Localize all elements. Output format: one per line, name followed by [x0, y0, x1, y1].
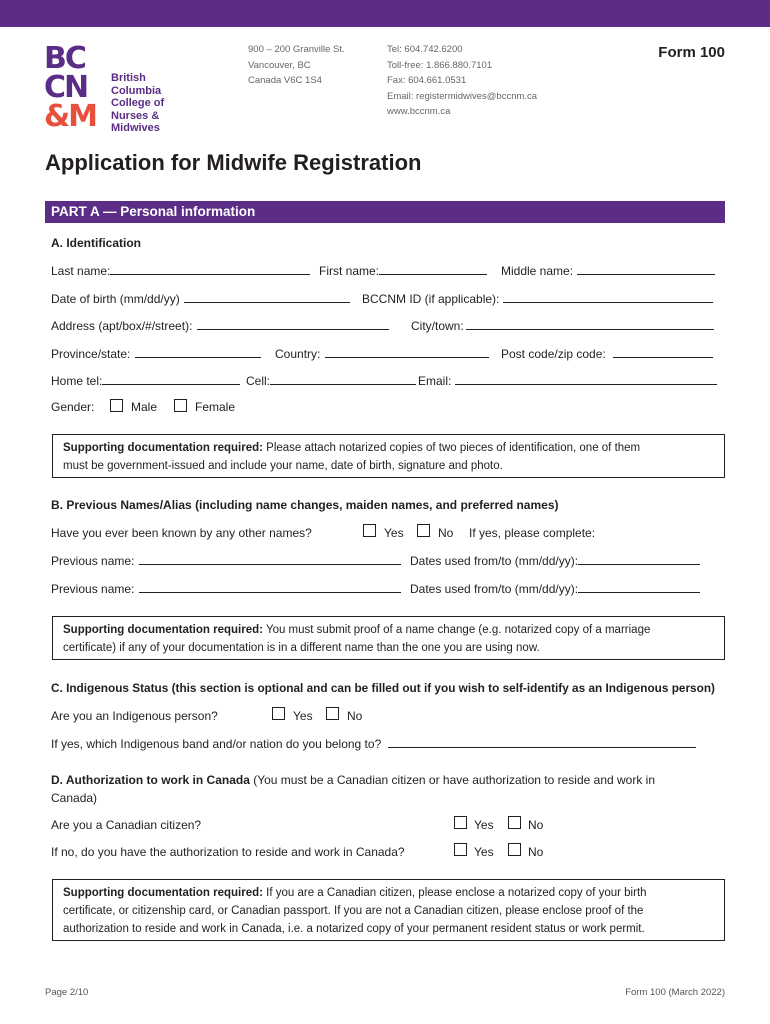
contact-info: Tel: 604.742.6200 Toll-free: 1.866.880.7101 Fax: 604.661.0531 Email: registermidwives@bccnm.ca www.bccnm.ca	[387, 44, 538, 117]
address-field[interactable]: Address (apt/box/#/street):	[51, 318, 389, 333]
email-field[interactable]: Email:	[418, 373, 717, 388]
citizen-no-label: No	[528, 818, 544, 832]
supporting-docs-identification: Supporting documentation required: Please attach notarized copies of two pieces of identification, one of them must be government-issued and include your name, date of birth, signature and photo.	[52, 434, 725, 478]
indigenous-no-checkbox[interactable]	[326, 707, 339, 720]
dates-used-field-1[interactable]: Dates used from/to (mm/dd/yy):	[410, 553, 700, 568]
canadian-citizen-question: Are you a Canadian citizen?	[51, 818, 202, 832]
page-title: Application for Midwife Registration	[45, 150, 422, 175]
top-color-bar	[0, 0, 770, 27]
indigenous-yes-label: Yes	[293, 709, 313, 723]
subsection-heading-indigenous: C. Indigenous Status (this section is optional and can be filled out if you wish to self-identify as an Indigenous person)	[51, 681, 715, 695]
other-names-question: Have you ever been known by any other names?	[51, 526, 312, 540]
authorization-no-label: No	[528, 845, 544, 859]
form-number: Form 100	[658, 44, 725, 61]
subsection-heading-previous-names: B. Previous Names/Alias (including name changes, maiden names, and preferred names)	[51, 498, 559, 512]
supporting-docs-name-change: Supporting documentation required: You must submit proof of a name change (e.g. notarized copy of a marriage certificate) if any of your documentation is in a different name than the one you are using now.	[52, 616, 725, 660]
indigenous-yes-checkbox[interactable]	[272, 707, 285, 720]
other-names-no-checkbox[interactable]	[417, 524, 430, 537]
gender-label: Gender:	[51, 400, 95, 414]
citizen-yes-checkbox[interactable]	[454, 816, 467, 829]
authorization-yes-label: Yes	[474, 845, 494, 859]
form-version: Form 100 (March 2022)	[625, 987, 725, 998]
middle-name-field[interactable]: Middle name:	[501, 263, 715, 278]
citizen-yes-label: Yes	[474, 818, 494, 832]
country-field[interactable]: Country:	[275, 346, 489, 361]
citizen-no-checkbox[interactable]	[508, 816, 521, 829]
authorization-yes-checkbox[interactable]	[454, 843, 467, 856]
female-label: Female	[195, 400, 236, 414]
indigenous-question: Are you an Indigenous person?	[51, 709, 218, 723]
section-heading-part-a: PART A — Personal information	[45, 201, 725, 223]
previous-name-field-2[interactable]: Previous name:	[51, 581, 401, 596]
indigenous-band-field[interactable]: If yes, which Indigenous band and/or nation do you belong to?	[51, 736, 696, 751]
work-authorization-question: If no, do you have the authorization to reside and work in Canada?	[51, 845, 405, 859]
home-tel-field[interactable]: Home tel:	[51, 373, 240, 388]
city-field[interactable]: City/town:	[411, 318, 714, 333]
subsection-heading-identification: A. Identification	[51, 236, 141, 250]
dates-used-field-2[interactable]: Dates used from/to (mm/dd/yy):	[410, 581, 700, 596]
male-checkbox[interactable]	[110, 399, 123, 412]
bccnm-logo: BC CN &M British Columbia College of Nurses & Midwives	[44, 41, 165, 134]
last-name-field[interactable]: Last name:	[51, 263, 310, 278]
cell-field[interactable]: Cell:	[246, 373, 416, 388]
postcode-field[interactable]: Post code/zip code:	[501, 346, 713, 361]
supporting-docs-work-authorization: Supporting documentation required: If you are a Canadian citizen, please enclose a notarized copy of your birth certificate, or citizenship card, or Canadian passport. If you are not a Canadian citizen, please enclose proof of the authorization to reside and work in Canada, i.e. a notarized copy of your permanent resident status or work permit.	[52, 879, 725, 941]
male-label: Male	[131, 400, 158, 414]
indigenous-no-label: No	[347, 709, 363, 723]
date-of-birth-field[interactable]: Date of birth (mm/dd/yy)	[51, 291, 350, 306]
other-names-yes-label: Yes	[384, 526, 404, 540]
first-name-field[interactable]: First name:	[319, 263, 487, 278]
subsection-heading-work-authorization: D. Authorization to work in Canada (You must be a Canadian citizen or have authorization to reside and work in Canada)	[51, 773, 656, 805]
other-names-yes-checkbox[interactable]	[363, 524, 376, 537]
other-names-no-label: No	[438, 526, 454, 540]
authorization-no-checkbox[interactable]	[508, 843, 521, 856]
previous-name-field-1[interactable]: Previous name:	[51, 553, 401, 568]
bccnm-id-field[interactable]: BCCNM ID (if applicable):	[362, 291, 713, 306]
page-number: Page 2/10	[45, 987, 89, 998]
mailing-address: 900 – 200 Granville St. Vancouver, BC Canada V6C 1S4	[248, 44, 345, 86]
female-checkbox[interactable]	[174, 399, 187, 412]
if-yes-instruction: If yes, please complete:	[469, 526, 596, 540]
province-field[interactable]: Province/state:	[51, 346, 261, 361]
